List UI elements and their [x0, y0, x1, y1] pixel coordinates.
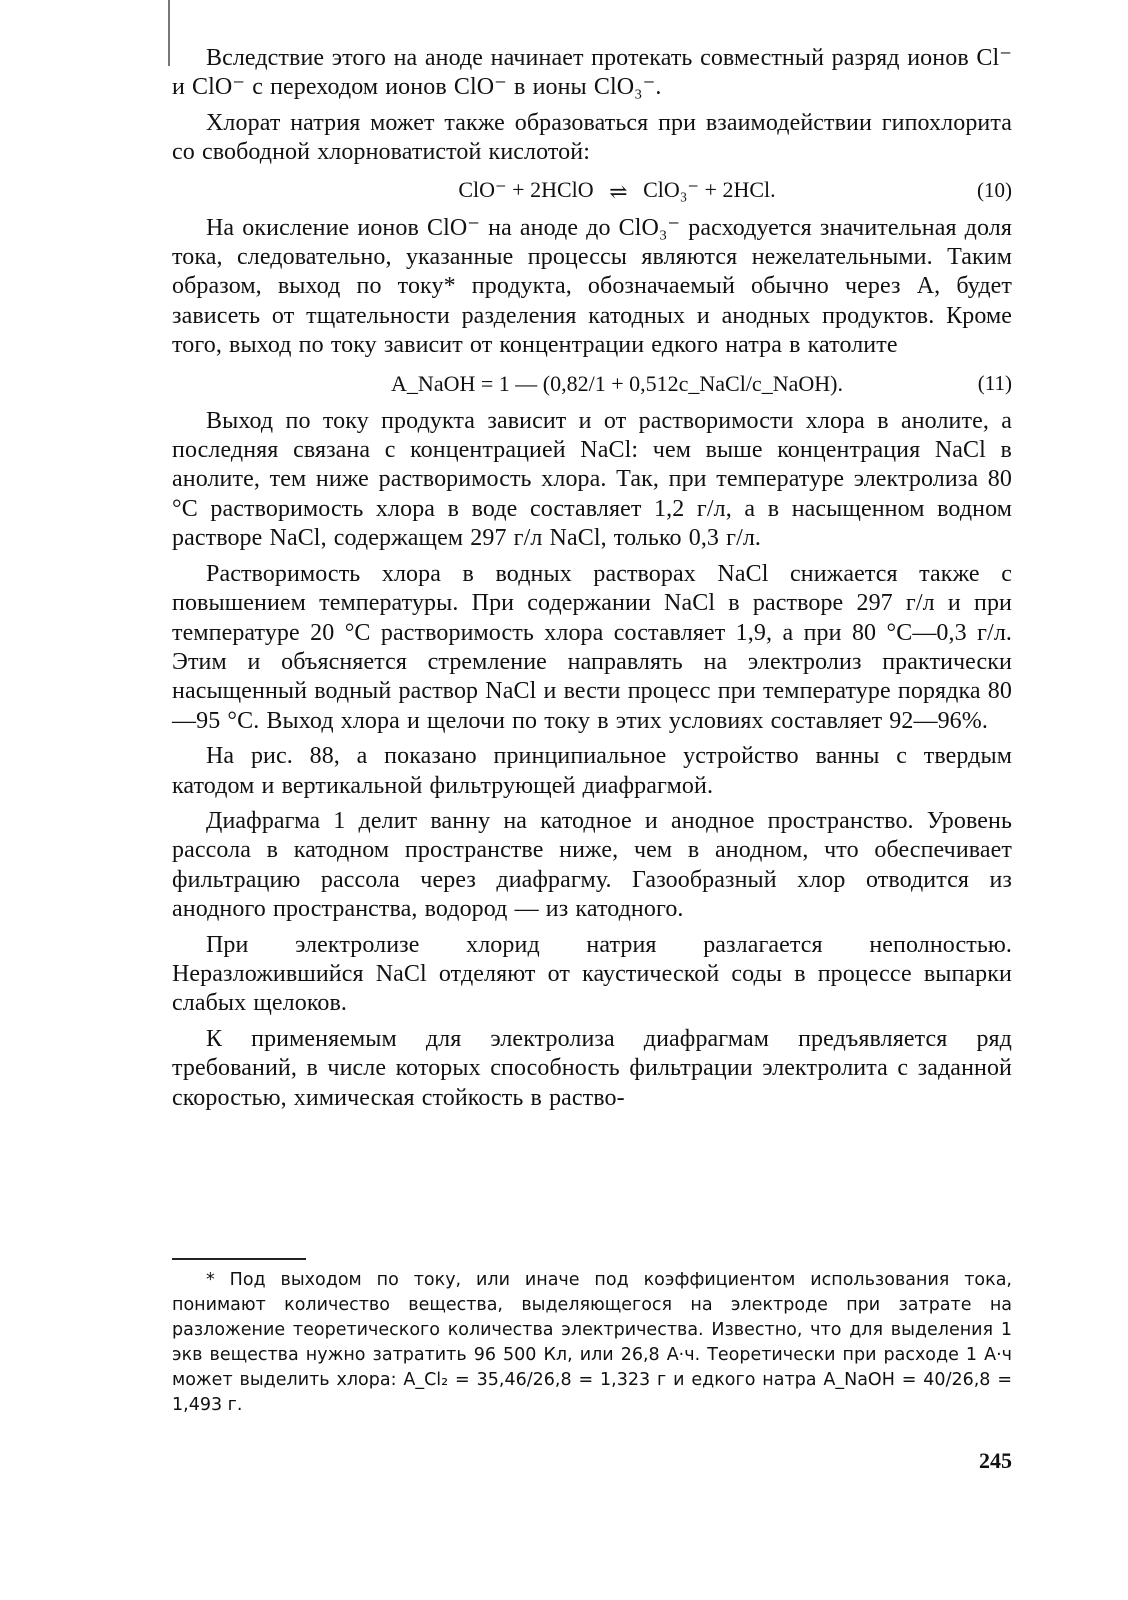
paragraph-3: На окисление ионов ClO⁻ на аноде до ClO₃⁻ расходуется значительная доля тока, следовательно, указанные процессы являются нежелательными. Таким образом, выход по току* продукта, обозначаемый обычно через A, будет зависеть от тщательности разделения катодных и анодных продуктов. Кроме того, выход по току зависит от концентрации едкого натра в католите	[172, 214, 1012, 359]
formula-10-left: ClO⁻ + 2HClO	[458, 176, 594, 202]
paragraph-7: Диафрагма 1 делит ванну на катодное и анодное пространство. Уровень рассола в катодном пространстве ниже, чем в анодном, что обеспечивает фильтрацию рассола через диафрагму. Газообразный хлор отводится из анодного пространства, водород — из катодного.	[172, 807, 1012, 923]
paragraph-4: Выход по току продукта зависит и от растворимости хлора в анолите, а последняя связана с концентрацией NaCl: чем выше концентрация NaCl в анолите, тем ниже растворимость хлора. Так, при температуре электролиза 80 °C растворимость хлора в воде составляет 1,2 г/л, а в насыщенном водном растворе NaCl, содержащем 297 г/л NaCl, только 0,3 г/л.	[172, 407, 1012, 552]
footnote-separator	[172, 1258, 306, 1260]
paragraph-8: При электролизе хлорид натрия разлагается неполностью. Неразложившийся NaCl отделяют от каустической соды в процессе выпарки слабых щелоков.	[172, 931, 1012, 1017]
formula-10-expression	[172, 177, 952, 205]
formula-10-right: ClO₃⁻ + 2HCl.	[643, 176, 776, 202]
footnote: * Под выходом по току, или иначе под коэффициентом использования тока, понимают количество вещества, выделяющегося на электроде при затрате на разложение теоретического количества электричества. Известно, что для выделения 1 экв вещества нужно затратить 96 500 Кл, или 26,8 А·ч. Теоретически при расходе 1 А·ч может выделить хлора: A_Cl₂ = 35,46/26,8 = 1,323 г и едкого натра A_NaOH = 40/26,8 = 1,493 г.	[172, 1270, 1012, 1415]
equilibrium-arrow-icon: ⇌	[609, 178, 628, 204]
formula-11-number: (11)	[977, 371, 1012, 396]
scan-margin-line	[168, 0, 170, 66]
main-text	[172, 44, 1012, 1119]
formula-10-number: (10)	[977, 178, 1012, 203]
paragraph-2: Хлорат натрия может также образоваться при взаимодействии гипохлорита со свободной хлорноватистой кислотой:	[172, 109, 1012, 166]
paragraph-9: К применяемым для электролиза диафрагмам предъявляется ряд требований, в числе которых способность фильтрации электролита с заданной скоростью, химическая стойкость в раство-	[172, 1025, 1012, 1111]
formula-11	[172, 367, 1012, 401]
paragraph-1: Вследствие этого на аноде начинает протекать совместный разряд ионов Cl⁻ и ClO⁻ с переходом ионов ClO⁻ в ионы ClO₃⁻.	[172, 45, 1012, 101]
page-number: 245	[979, 1448, 1012, 1473]
paragraph-6: На рис. 88, а показано принципиальное устройство ванны с твердым катодом и вертикальной фильтрующей диафрагмой.	[172, 743, 1012, 799]
formula-10	[172, 174, 1012, 208]
paragraph-5: Растворимость хлора в водных растворах NaCl снижается также с повышением температуры. При содержании NaCl в растворе 297 г/л и при температуре 20 °C растворимость хлора составляет 1,9, а при 80 °C—0,3 г/л. Этим и объясняется стремление направлять на электролиз практически насыщенный водный раствор NaCl и вести процесс при температуре порядка 80—95 °C. Выход хлора и щелочи по току в этих условиях составляет 92—96%.	[172, 560, 1012, 734]
formula-11-expression: A_NaOH = 1 — (0,82/1 + 0,512c_NaCl/c_NaOH).	[391, 370, 843, 396]
